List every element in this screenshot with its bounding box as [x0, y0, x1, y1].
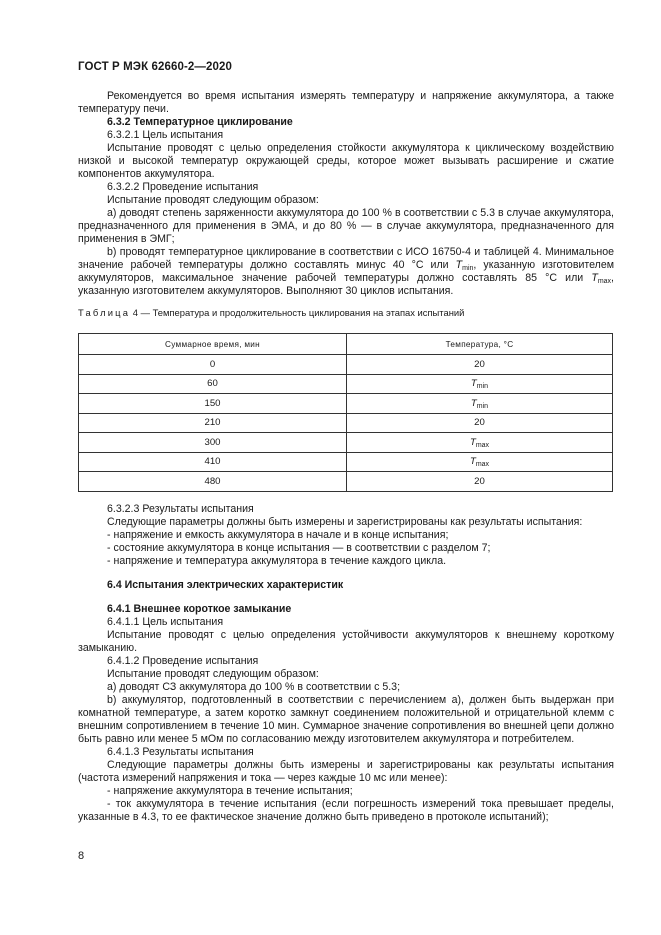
- list-item: - ток аккумулятора в течение испытания (если погрешность измерений тока превышает пределы, указанные в 4.3, то ее фактическое значение должно быть приведено в протоколе испытаний);: [78, 797, 614, 823]
- paragraph: Испытание проводят с целью определения устойчивости аккумуляторов к внешнему короткому замыканию.: [78, 628, 614, 654]
- cell-time: 210: [79, 413, 347, 433]
- cell-time: 60: [79, 374, 347, 394]
- cell-time: 300: [79, 433, 347, 453]
- symbol-sub: min: [476, 402, 489, 410]
- cell-temperature: [347, 452, 613, 472]
- table-row: [79, 413, 613, 433]
- table-body: [79, 355, 613, 492]
- paragraph: Испытание проводят с целью определения стойкости аккумулятора к циклическому воздействию низкой и высокой температур окружающей среды, которое может вызывать расширение и сжатие компонентов аккумулятора.: [78, 142, 614, 180]
- paragraph: Рекомендуется во время испытания измерять температуру и напряжение аккумулятора, а также температуру печи.: [78, 90, 614, 115]
- symbol-t: T: [469, 436, 476, 448]
- paragraph: Испытание проводят следующим образом:: [107, 667, 319, 680]
- cell-temperature: 20: [347, 413, 613, 433]
- table-caption-word: Таблица: [78, 307, 131, 318]
- table-caption-text: 4 — Температура и продолжительность циклирования на этапах испытаний: [130, 307, 465, 318]
- text-run: b) проводят температурное циклирование в соответствии с ИСО 16750-4 и таблицей 4. Минимальное значение рабочей температуры должно составлять минус 40 °C или: [78, 246, 614, 271]
- symbol-sub: min: [462, 265, 474, 272]
- list-item: - напряжение и емкость аккумулятора в начале и в конце испытания;: [107, 528, 449, 541]
- symbol-t: T: [469, 456, 476, 468]
- cell-temperature: [347, 394, 613, 414]
- cell-time: 0: [79, 355, 347, 375]
- symbol-t: T: [455, 259, 463, 271]
- table-row: [79, 355, 613, 375]
- list-item: a) доводят СЗ аккумулятора до 100 % в соответствии с 5.3;: [107, 680, 401, 693]
- page-content: [78, 90, 614, 824]
- text-run: , указанную изготовителем аккумуляторов. Выполняют 30 циклов испытания.: [78, 272, 614, 297]
- symbol-t: T: [591, 272, 598, 284]
- header-time: Суммарное время, мин: [79, 334, 347, 355]
- cell-time: 410: [79, 452, 347, 472]
- cell-temperature: 20: [347, 355, 613, 375]
- symbol-sub: min: [476, 383, 489, 391]
- list-item: - состояние аккумулятора в конце испытания — в соответствии с разделом 7;: [107, 541, 491, 554]
- list-item: - напряжение аккумулятора в течение испытания;: [107, 784, 353, 797]
- subsection-title: 6.3.2.3 Результаты испытания: [107, 502, 254, 515]
- paragraph: Следующие параметры должны быть измерены и зарегистрированы как результаты испытания:: [107, 515, 583, 528]
- symbol-sub: max: [597, 278, 612, 285]
- subsection-title: 6.4.1.2 Проведение испытания: [107, 654, 259, 667]
- list-item: [78, 246, 614, 298]
- section-heading: 6.4 Испытания электрических характеристик: [107, 578, 344, 591]
- section-heading: 6.3.2 Температурное циклирование: [107, 116, 293, 128]
- cell-temperature: 20: [347, 472, 613, 492]
- cell-temperature: [347, 374, 613, 394]
- list-item: b) аккумулятор, подготовленный в соответствии с перечислением а), должен быть выдержан при комнатной температуре, а затем коротко замкнут соединением положительной и отрицательной клемм с внешним сопротивлением в течение 10 мин. Суммарное значение сопротивления во внешней цепи должно быть равно или менее 5 мОм по согласованию между изготовителем аккумулятора и потребителем.: [78, 693, 614, 745]
- cell-time: 480: [79, 472, 347, 492]
- list-item: a) доводят степень заряженности аккумулятора до 100 % в соответствии с 5.3 в случае аккумулятора, предназначенного для применения в ЭМА, и до 80 % — в случае аккумулятора, предназначенного для применения в ЭМГ;: [78, 207, 614, 245]
- page-number: 8: [78, 850, 85, 862]
- table-header-row: [79, 334, 613, 355]
- cell-temperature: [347, 433, 613, 453]
- section-heading: 6.4.1 Внешнее короткое замыкание: [107, 602, 292, 615]
- subsection-title: 6.4.1.3 Результаты испытания: [107, 745, 254, 758]
- symbol-t: T: [470, 378, 477, 390]
- text-run: , указанную изготовителем аккумуляторов, максимальное значение рабочей температуры должно составлять 85 °C или: [78, 259, 614, 284]
- paragraph: Следующие параметры должны быть измерены и зарегистрированы как результаты испытания (частота измерений напряжения и тока — через каждые 10 мс или менее):: [78, 758, 614, 784]
- header-temperature: Температура, °C: [347, 334, 613, 355]
- symbol-sub: max: [475, 461, 490, 469]
- list-item: - напряжение и температура аккумулятора в течение каждого цикла.: [107, 554, 447, 567]
- paragraph: Испытание проводят следующим образом:: [107, 194, 319, 206]
- data-table: [78, 333, 613, 492]
- table-caption: [78, 307, 614, 319]
- table-row: [79, 472, 613, 492]
- symbol-sub: max: [475, 441, 490, 449]
- subsection-title: 6.3.2.1 Цель испытания: [107, 129, 224, 141]
- table-row: [79, 394, 613, 414]
- table-row: [79, 452, 613, 472]
- document-header: ГОСТ Р МЭК 62660-2—2020: [78, 61, 232, 73]
- table-row: [79, 374, 613, 394]
- subsection-title: 6.3.2.2 Проведение испытания: [107, 181, 259, 193]
- symbol-t: T: [470, 397, 477, 409]
- subsection-title: 6.4.1.1 Цель испытания: [107, 615, 224, 628]
- table-row: [79, 433, 613, 453]
- cell-time: 150: [79, 394, 347, 414]
